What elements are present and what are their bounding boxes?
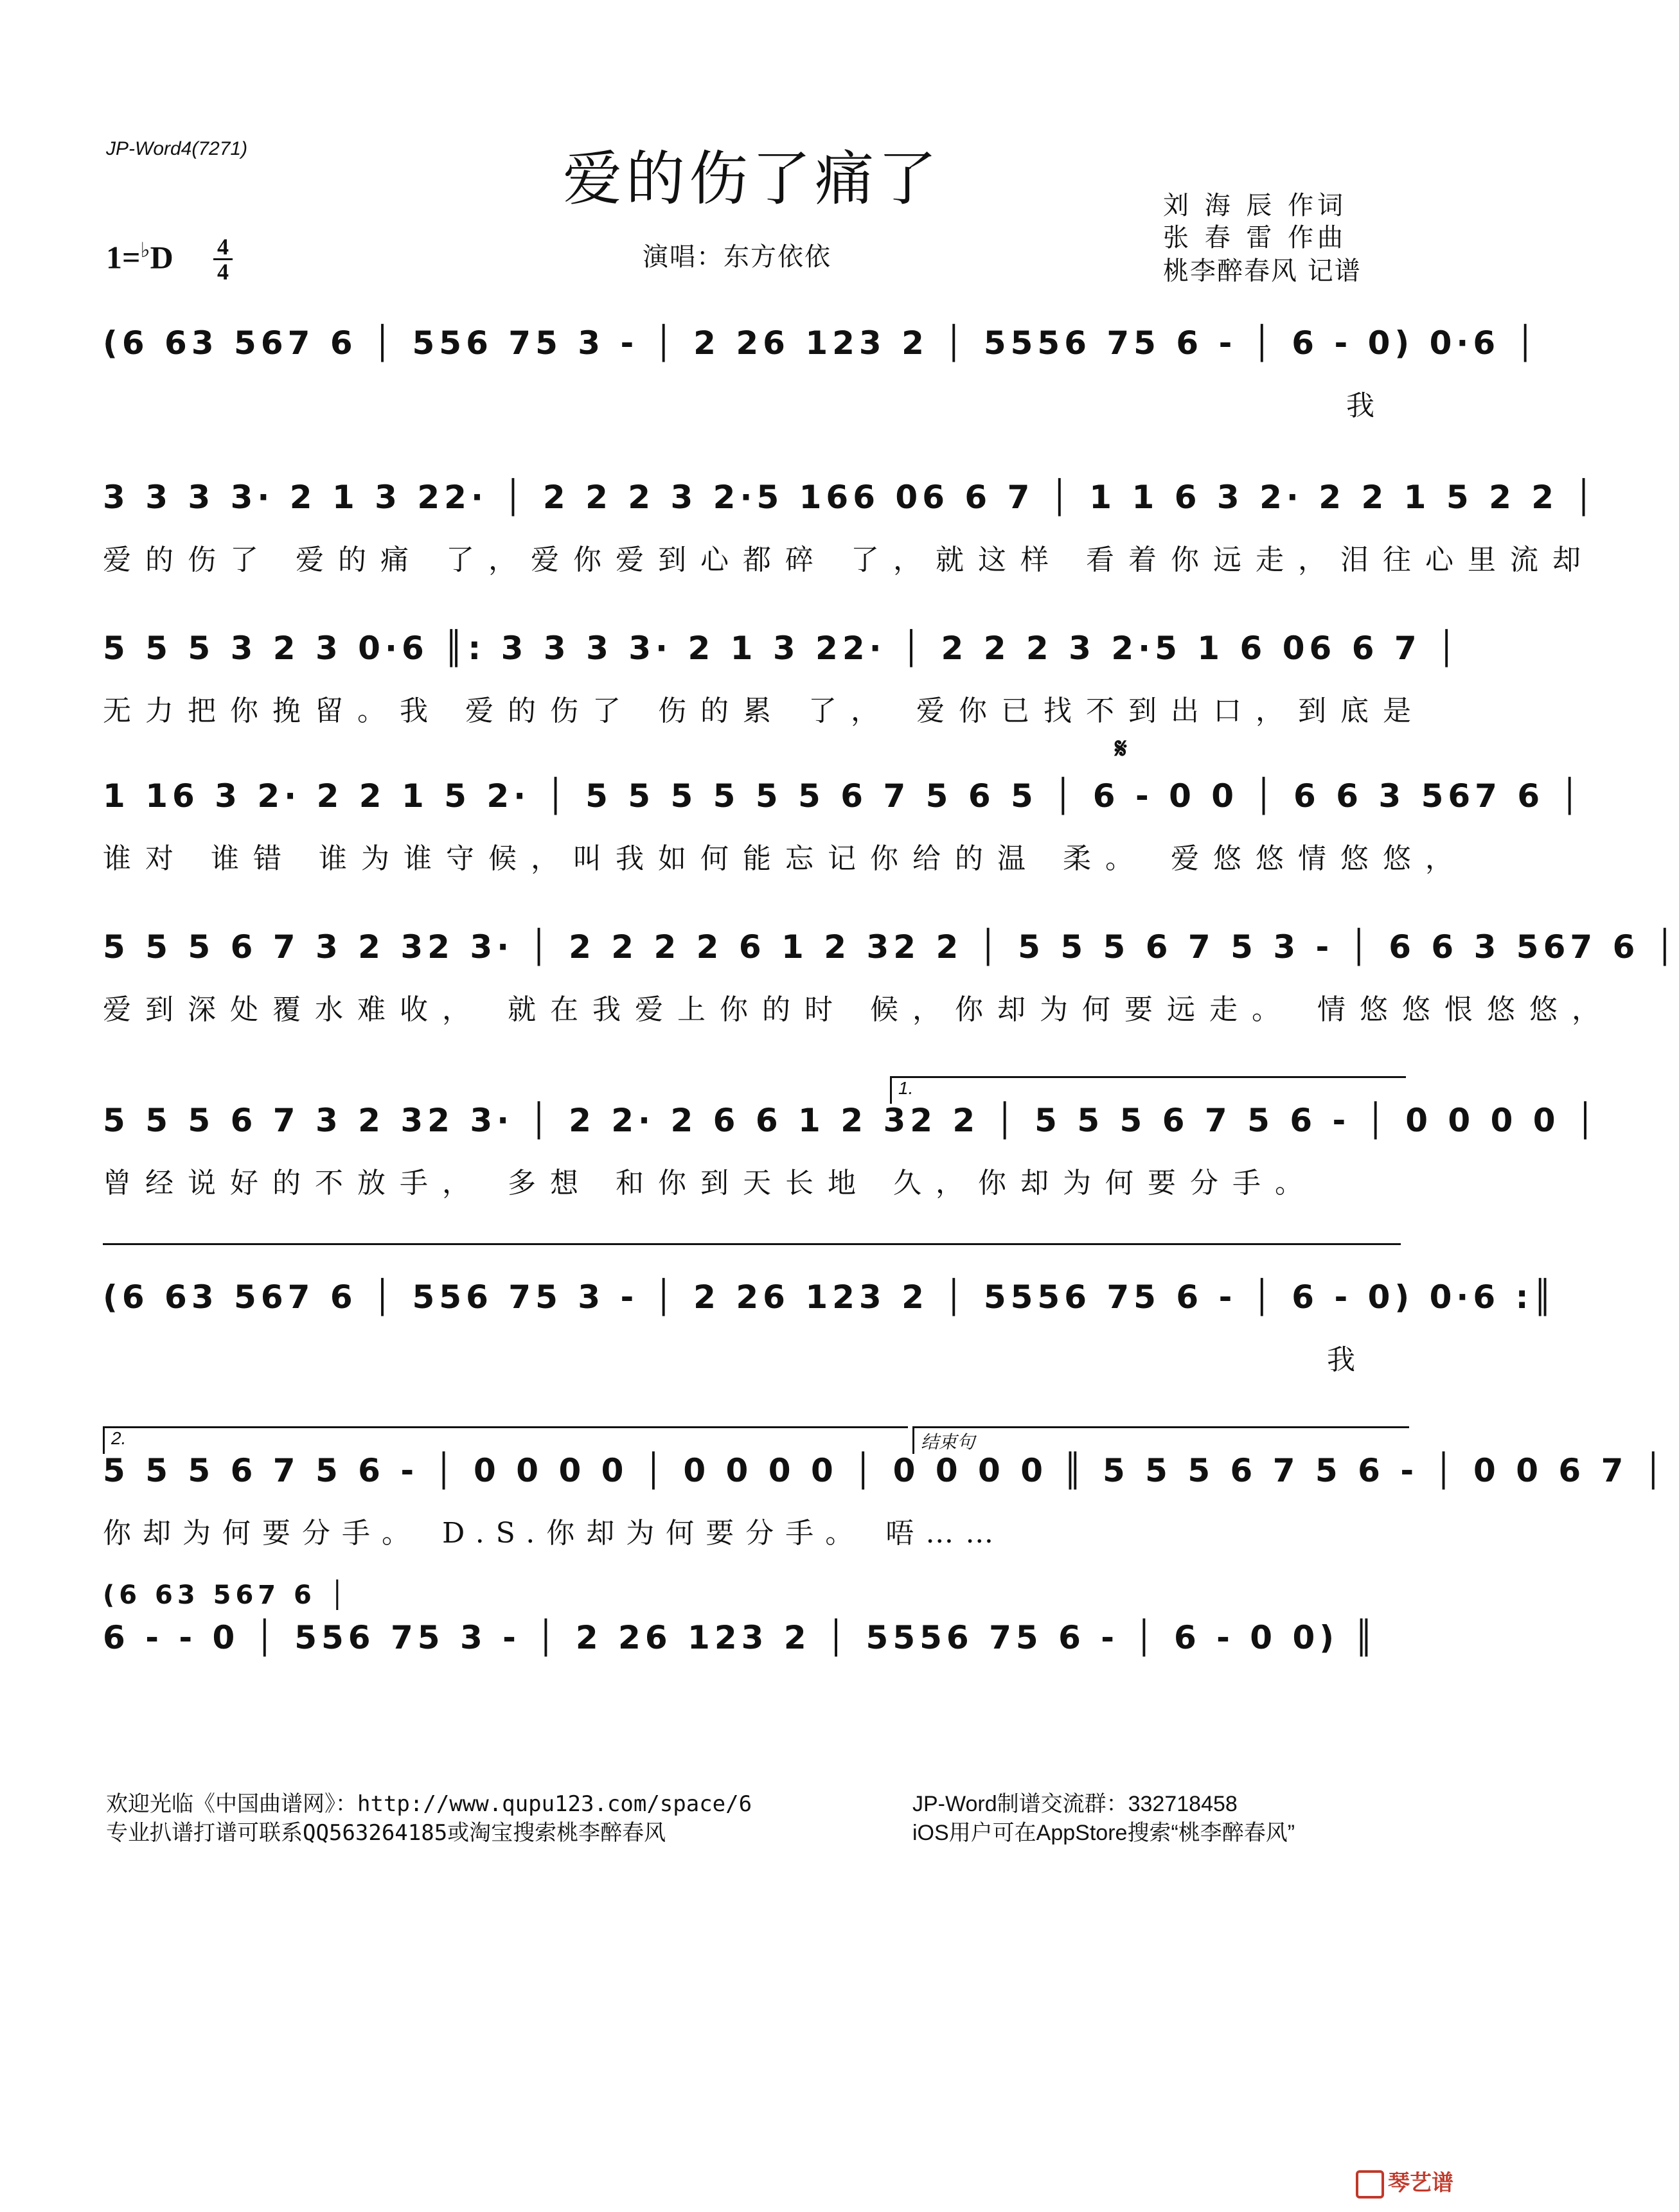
- lyrics: 谁对 谁错 谁为谁守候，叫我如何能忘记你给的温 柔。 爱悠悠情悠悠，: [103, 842, 1468, 875]
- lyrics: 曾经说好的不放手， 多想 和你到天长地 久，你却为何要分手。: [103, 1167, 1317, 1199]
- time-sig-top: 4: [217, 234, 229, 260]
- coda-bracket: 结束句: [912, 1426, 1409, 1454]
- time-sig-bottom: 4: [217, 259, 229, 285]
- lyric-pickup: 我: [1327, 1343, 1355, 1376]
- transcriber-credit: 桃李醉春风 记谱: [1163, 256, 1362, 286]
- notation: 1 16 3 2· 2 2 1 5 2· │ 5 5 5 5 5 5 6 7 5 6 5 │ 6 - 0 0 │ 6 6 3 567 6 │: [103, 777, 1584, 815]
- footer-ios: iOS用户可在AppStore搜索“桃李醉春风”: [912, 1821, 1295, 1845]
- composer-credit: 张 春 雷 作曲: [1163, 223, 1347, 252]
- notation: 3 3 3 3· 2 1 3 22· │ 2 2 2 3 2·5 166 06 6 7 │ 1 1 6 3 2· 2 2 1 5 2 2 │: [103, 479, 1598, 516]
- notation: (6 63 567 6 │ 556 75 3 - │ 2 26 123 2 │ 5556 75 6 - │ 6 - 0) 0·6 :║: [103, 1279, 1557, 1316]
- notation: 6 - - 0 │ 556 75 3 - │ 2 26 123 2 │ 5556 75 6 - │ 6 - 0 0) ║: [103, 1619, 1378, 1656]
- lyrics: 爱的伤了 爱的痛 了，爱你爱到心都碎 了，就这样 看着你远走，泪往心里流却: [103, 544, 1595, 576]
- second-ending-bracket: 2.: [103, 1426, 908, 1454]
- key-signature: [106, 238, 173, 276]
- footer-group: JP-Word制谱交流群：332718458: [912, 1792, 1238, 1816]
- flat-sign: ♭: [140, 238, 150, 261]
- footer-site-link[interactable]: 欢迎光临《中国曲谱网》：http://www.qupu123.com/space/6: [106, 1791, 752, 1817]
- lyric-pickup: 我: [1346, 389, 1374, 422]
- lyrics: 你却为何要分手。 D.S.你却为何要分手。 唔……: [103, 1517, 1006, 1550]
- song-title: 爱的伤了痛了: [562, 145, 941, 213]
- key-prefix: 1=: [106, 239, 141, 276]
- upper-notation: (6 63 567 6 │: [103, 1580, 350, 1610]
- singer: 演唱：东方依依: [643, 242, 831, 272]
- site-logo: [1356, 2165, 1453, 2199]
- segno-sign: 𝄋: [1115, 732, 1127, 765]
- repeat-bracket: [103, 1243, 1401, 1245]
- notation: 5 5 5 6 7 3 2 32 3· │ 2 2 2 2 6 1 2 32 2 │ 5 5 5 6 7 5 3 - │ 6 6 3 567 6 │: [103, 928, 1679, 966]
- notation: (6 63 567 6 │ 556 75 3 - │ 2 26 123 2 │ 5556 75 6 - │ 6 - 0) 0·6 │: [103, 324, 1540, 362]
- footer-contact: 专业扒谱打谱可联系QQ563264185或淘宝搜索桃李醉春风: [106, 1820, 666, 1846]
- lyricist-credit: 刘 海 辰 作词: [1163, 191, 1347, 220]
- lyrics: 爱到深处覆水难收， 就在我爱上你的时 候，你却为何要远走。 情悠悠恨悠悠，: [103, 993, 1614, 1026]
- first-ending-bracket: 1.: [890, 1076, 1406, 1104]
- logo-icon: [1356, 2170, 1384, 2199]
- time-signature: [213, 234, 233, 285]
- notation: 5 5 5 6 7 5 6 - │ 0 0 0 0 │ 0 0 0 0 │ 0 0 0 0 ║ 5 5 5 6 7 5 6 - │ 0 0 6 7 │: [103, 1452, 1667, 1489]
- notation: 5 5 5 3 2 3 0·6 ║: 3 3 3 3· 2 1 3 22· │ 2 2 2 3 2·5 1 6 06 6 7 │: [103, 630, 1461, 667]
- notation: 5 5 5 6 7 3 2 32 3· │ 2 2· 2 6 6 1 2 32 2 │ 5 5 5 6 7 5 6 - │ 0 0 0 0 │: [103, 1102, 1600, 1139]
- logo-text: 琴艺谱: [1388, 2170, 1453, 2196]
- key-note: D: [150, 239, 173, 276]
- lyrics: 无力把你挽留。我 爱的伤了 伤的累 了， 爱你已找不到出口，到底是: [103, 695, 1425, 727]
- app-name: JP-Word4(7271): [106, 138, 248, 159]
